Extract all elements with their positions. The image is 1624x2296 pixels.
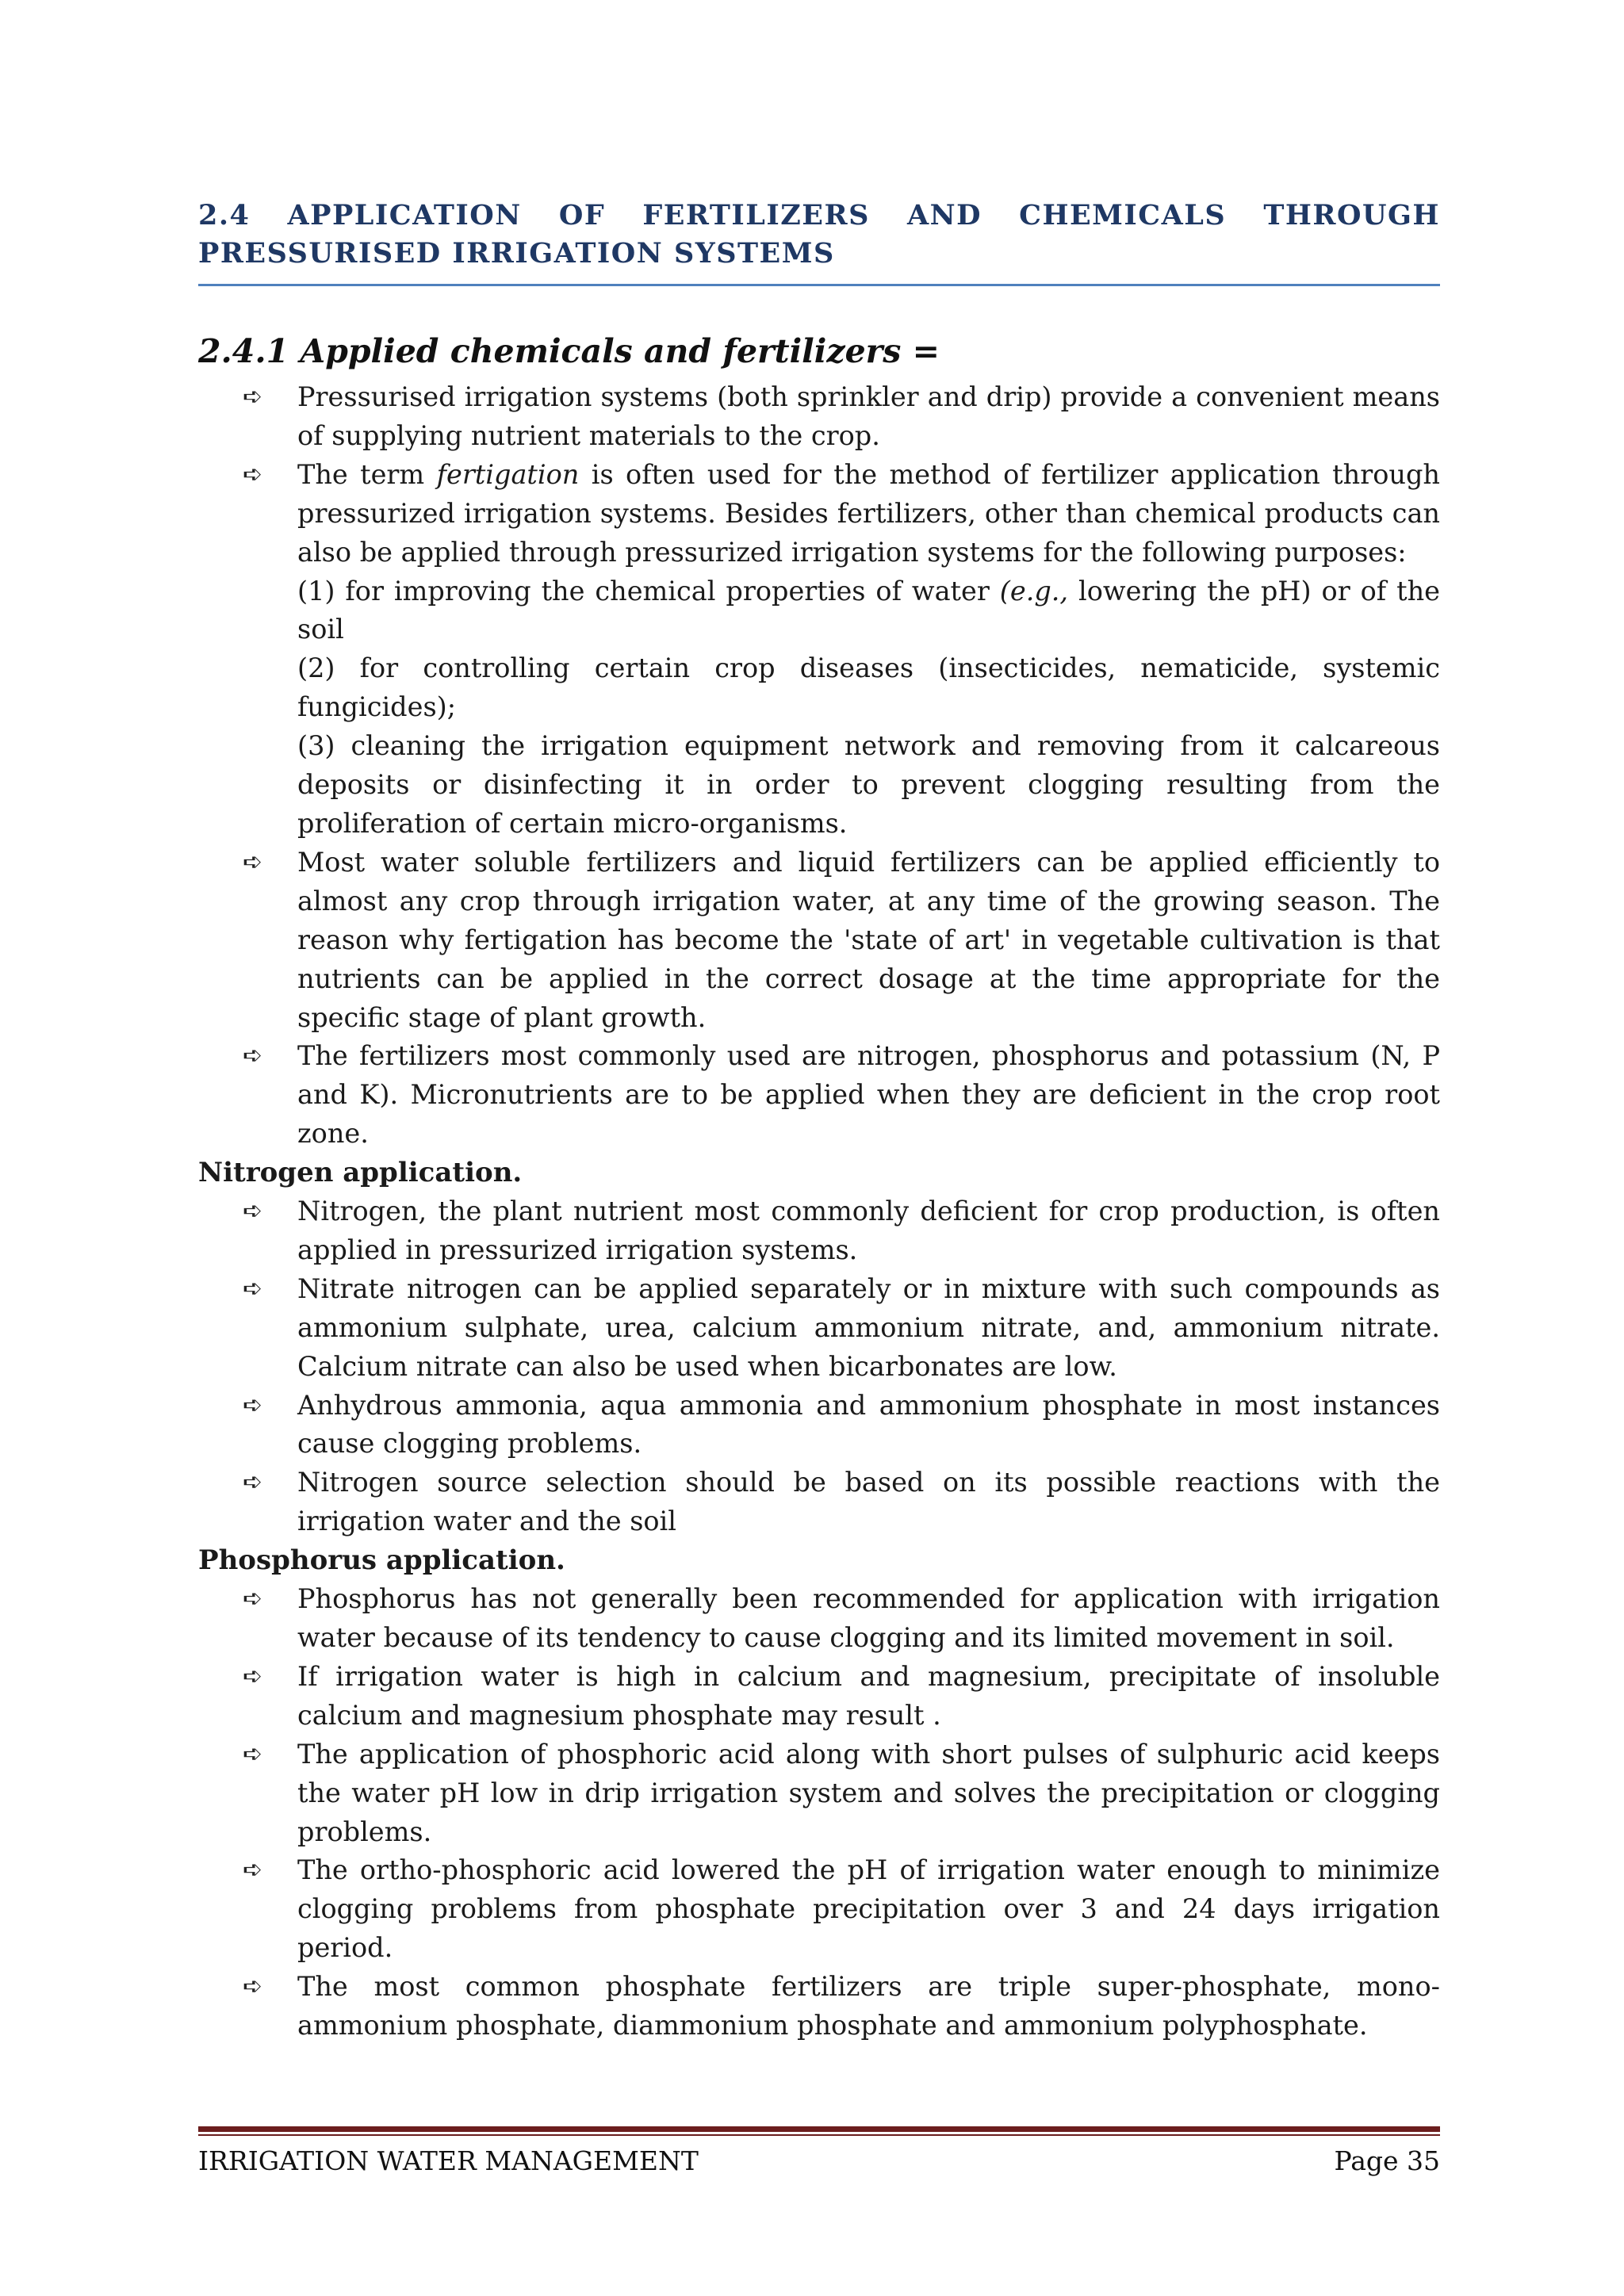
list-item-text: Nitrogen, the plant nutrient most commonly deficient for crop production, is often applied in pressurized irrigation systems. (297, 1196, 1440, 1265)
arrow-bullet-icon: ➪ (243, 1739, 263, 1768)
list-item (198, 1580, 1440, 1658)
arrow-bullet-icon: ➪ (243, 1391, 263, 1419)
purpose-1 (297, 572, 1440, 650)
arrow-bullet-icon: ➪ (243, 1662, 263, 1690)
list-item (198, 1270, 1440, 1387)
list-item (198, 1658, 1440, 1735)
fertigation-term: fertigation (436, 458, 580, 490)
arrow-bullet-icon: ➪ (243, 383, 263, 411)
footer-divider-thin (198, 2134, 1440, 2136)
arrow-bullet-icon: ➪ (243, 1274, 263, 1303)
arrow-bullet-icon: ➪ (243, 460, 263, 488)
arrow-bullet-icon: ➪ (243, 1042, 263, 1070)
list-item (198, 1851, 1440, 1968)
purpose-2: (2) for controlling certain crop diseases (insecticides, nematicide, systemic fungicides); (297, 652, 1440, 723)
section-title: 2.4 APPLICATION OF FERTILIZERS AND CHEMICALS THROUGH PRESSURISED IRRIGATION SYSTEMS (198, 199, 1440, 270)
nitrogen-list (198, 1192, 1440, 1541)
list-item-text: The fertilizers most commonly used are nitrogen, phosphorus and potassium (N, P and K). Micronutrients are to be applied when they are deficient in the crop root zone. (297, 1040, 1440, 1150)
list-item (198, 1735, 1440, 1852)
list-item (198, 1387, 1440, 1464)
eg-abbreviation: (e.g., (999, 575, 1069, 607)
footer-divider-thick (198, 2126, 1440, 2132)
footer-title: IRRIGATION WATER MANAGEMENT (198, 2145, 699, 2176)
page-number: Page 35 (1334, 2145, 1440, 2176)
list-item (198, 1037, 1440, 1154)
list-item-text: Most water soluble fertilizers and liquid fertilizers can be applied efficiently to almost any crop through irrigation water, at any time of the growing season. The reason why fertigation has become the 'state of art' in vegetable cultivation is that nutrients can be applied in the correct dosage at the time appropriate for the specific stage of plant growth. (297, 846, 1440, 1033)
list-item (198, 844, 1440, 1038)
list-item-text: Anhydrous ammonia, aqua ammonia and ammonium phosphate in most instances cause clogging problems. (297, 1389, 1440, 1460)
list-item (198, 1464, 1440, 1541)
nitrogen-heading: Nitrogen application. (198, 1157, 523, 1189)
phosphorus-list (198, 1580, 1440, 2045)
list-item (198, 378, 1440, 456)
list-item-text: Phosphorus has not generally been recommended for application with irrigation water because of its tendency to cause clogging and its limited movement in soil. (297, 1583, 1440, 1653)
arrow-bullet-icon: ➪ (243, 848, 263, 876)
section-divider (198, 284, 1440, 286)
arrow-bullet-icon: ➪ (243, 1585, 263, 1613)
list-item (198, 1192, 1440, 1270)
applied-chemicals-list (198, 378, 1440, 1154)
arrow-bullet-icon: ➪ (243, 1468, 263, 1497)
list-item-text: Nitrogen source selection should be based on its possible reactions with the irrigation water and the soil (297, 1467, 1440, 1537)
text-run: lowering the pH) or of the soil (297, 575, 1440, 645)
list-item-text: If irrigation water is high in calcium and magnesium, precipitate of insoluble calcium and magnesium phosphate may result . (297, 1660, 1440, 1731)
document-page (198, 0, 1440, 2296)
list-item (198, 456, 1440, 844)
list-item-text: Nitrate nitrogen can be applied separately or in mixture with such compounds as ammonium sulphate, urea, calcium ammonium nitrate, and, ammonium nitrate. Calcium nitrate can also be used when bicarbonates are low. (297, 1272, 1440, 1382)
subsection-title: 2.4.1 Applied chemicals and fertilizers = (198, 332, 940, 370)
list-item-text: The ortho-phosphoric acid lowered the pH of irrigation water enough to minimize clogging problems from phosphate precipitation over 3 and 24 days irrigation period. (297, 1854, 1440, 1964)
fertigation-intro (297, 456, 1440, 572)
list-item-text: Pressurised irrigation systems (both sprinkler and drip) provide a convenient means of supplying nutrient materials to the crop. (297, 381, 1440, 451)
text-run: The term (297, 458, 437, 490)
phosphorus-heading: Phosphorus application. (198, 1544, 565, 1577)
text-run: (1) for improving the chemical properties of water (297, 575, 1000, 607)
purpose-3: (3) cleaning the irrigation equipment network and removing from it calcareous deposits or disinfecting it in order to prevent clogging resulting from the proliferation of certain micro-organisms. (297, 730, 1440, 839)
arrow-bullet-icon: ➪ (243, 1197, 263, 1226)
arrow-bullet-icon: ➪ (243, 1973, 263, 2001)
list-item-text: The most common phosphate fertilizers are triple super-phosphate, mono-ammonium phosphate, diammonium phosphate and ammonium polyphosphate. (297, 1971, 1440, 2042)
text-run: is often used for the method of fertilizer application through pressurized irrigation systems. Besides fertilizers, other than chemical products can also be applied through pressurized irrigation systems for the following purposes: (297, 458, 1440, 568)
body-content (198, 378, 1440, 2045)
arrow-bullet-icon: ➪ (243, 1856, 263, 1885)
list-item (198, 1968, 1440, 2045)
list-item-text: The application of phosphoric acid along with short pulses of sulphuric acid keeps the water pH low in drip irrigation system and solves the precipitation or clogging problems. (297, 1738, 1440, 1847)
